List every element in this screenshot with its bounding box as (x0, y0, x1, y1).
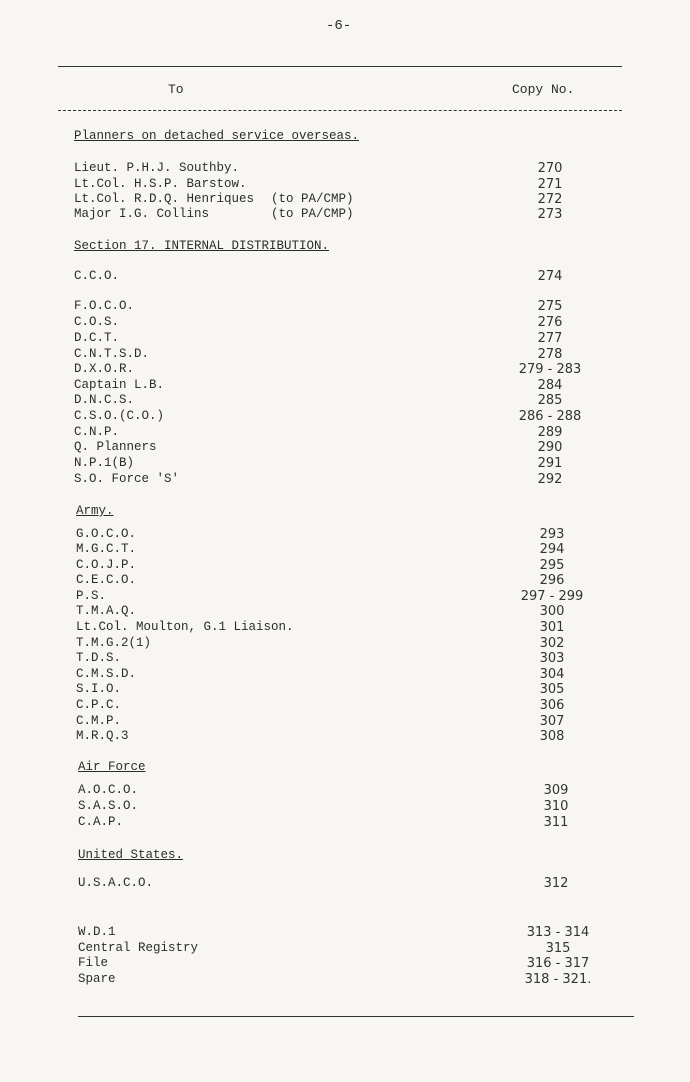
section-heading-planners: Planners on detached service overseas. (74, 129, 360, 143)
copy-number: 284 (537, 378, 563, 393)
header-bottom-rule (58, 110, 622, 111)
section-heading-united-states: United States. (78, 848, 184, 862)
recipient-name: G.O.C.O. (76, 527, 137, 541)
recipient-name: S.I.O. (76, 682, 122, 696)
recipient-name: F.O.C.O. (74, 299, 135, 313)
copy-number: 290 (537, 440, 563, 455)
copy-number: 276 (537, 315, 563, 330)
copy-number: 315 (545, 941, 571, 956)
recipient-name: C.E.C.O. (76, 573, 137, 587)
recipient-name: P.S. (76, 589, 107, 603)
copy-number: 307 (539, 714, 565, 729)
recipient-name: Lt.Col. R.D.Q. Henriques (74, 192, 255, 206)
recipient-name: Central Registry (78, 941, 199, 955)
copy-number: 301 (539, 620, 565, 635)
recipient-name: Lt.Col. H.S.P. Barstow. (74, 177, 247, 191)
recipient-name: C.O.J.P. (76, 558, 137, 572)
recipient-name: N.P.1(B) (74, 456, 135, 470)
recipient-name: C.N.P. (74, 425, 120, 439)
copy-number: 308 (539, 729, 565, 744)
copy-number: 309 (543, 783, 569, 798)
recipient-name: S.A.S.O. (78, 799, 139, 813)
recipient-name: Spare (78, 972, 116, 986)
copy-number: 302 (539, 636, 565, 651)
copy-number: 300 (539, 604, 565, 619)
recipient-name: C.M.S.D. (76, 667, 137, 681)
copy-number: 296 (539, 573, 565, 588)
section-heading-army: Army. (76, 504, 114, 518)
copy-number: 289 (537, 425, 563, 440)
recipient-name: S.O. Force 'S' (74, 472, 180, 486)
copy-number: 293 (539, 527, 565, 542)
section-heading-section17: Section 17. INTERNAL DISTRIBUTION. (74, 239, 330, 253)
copy-number: 277 (537, 331, 563, 346)
copy-number: 313 - 314 (526, 925, 590, 940)
recipient-name: M.G.C.T. (76, 542, 137, 556)
copy-number: 303 (539, 651, 565, 666)
recipient-name: M.R.Q.3 (76, 729, 129, 743)
column-header-copy-no: Copy No. (512, 82, 575, 97)
recipient-name: A.O.C.O. (78, 783, 139, 797)
recipient-name: Major I.G. Collins (74, 207, 210, 221)
copy-number: 285 (537, 393, 563, 408)
copy-number: 295 (539, 558, 565, 573)
copy-number: 279 - 283 (518, 362, 582, 377)
copy-number: 275 (537, 299, 563, 314)
recipient-name: T.M.A.Q. (76, 604, 137, 618)
copy-number: 316 - 317 (526, 956, 590, 971)
recipient-name: Lieut. P.H.J. Southby. (74, 161, 240, 175)
recipient-name: Q. Planners (74, 440, 157, 454)
recipient-name: T.D.S. (76, 651, 122, 665)
recipient-name: D.X.O.R. (74, 362, 135, 376)
copy-number: 291 (537, 456, 563, 471)
copy-number: 318 - 321. (524, 972, 592, 987)
copy-number: 294 (539, 542, 565, 557)
copy-number: 310 (543, 799, 569, 814)
page-number: -6- (326, 18, 352, 34)
recipient-name: Captain L.B. (74, 378, 165, 392)
footer-rule (78, 1016, 634, 1017)
header-top-rule (58, 66, 622, 67)
copy-number: 305 (539, 682, 565, 697)
copy-number: 306 (539, 698, 565, 713)
copy-number: 292 (537, 472, 563, 487)
copy-number: 312 (543, 876, 569, 891)
recipient-name: C.C.O. (74, 269, 120, 283)
recipient-name: U.S.A.C.O. (78, 876, 154, 890)
recipient-name: C.M.P. (76, 714, 122, 728)
copy-number: 272 (537, 192, 563, 207)
copy-number: 304 (539, 667, 565, 682)
copy-number: 274 (537, 269, 563, 284)
recipient-name: T.M.G.2(1) (76, 636, 152, 650)
recipient-name: D.C.T. (74, 331, 120, 345)
recipient-name: C.O.S. (74, 315, 120, 329)
recipient-note: (to PA/CMP) (271, 207, 354, 221)
copy-number: 286 - 288 (518, 409, 582, 424)
copy-number: 270 (537, 161, 563, 176)
recipient-name: C.N.T.S.D. (74, 347, 150, 361)
recipient-name: C.S.O.(C.O.) (74, 409, 165, 423)
recipient-name: W.D.1 (78, 925, 116, 939)
recipient-name: Lt.Col. Moulton, G.1 Liaison. (76, 620, 294, 634)
copy-number: 278 (537, 347, 563, 362)
recipient-note: (to PA/CMP) (271, 192, 354, 206)
recipient-name: C.A.P. (78, 815, 124, 829)
section-heading-air-force: Air Force (78, 760, 146, 774)
column-header-to: To (168, 82, 184, 97)
recipient-name: File (78, 956, 109, 970)
recipient-name: D.N.C.S. (74, 393, 135, 407)
copy-number: 273 (537, 207, 563, 222)
copy-number: 297 - 299 (520, 589, 584, 604)
copy-number: 311 (543, 815, 569, 830)
recipient-name: C.P.C. (76, 698, 122, 712)
copy-number: 271 (537, 177, 563, 192)
